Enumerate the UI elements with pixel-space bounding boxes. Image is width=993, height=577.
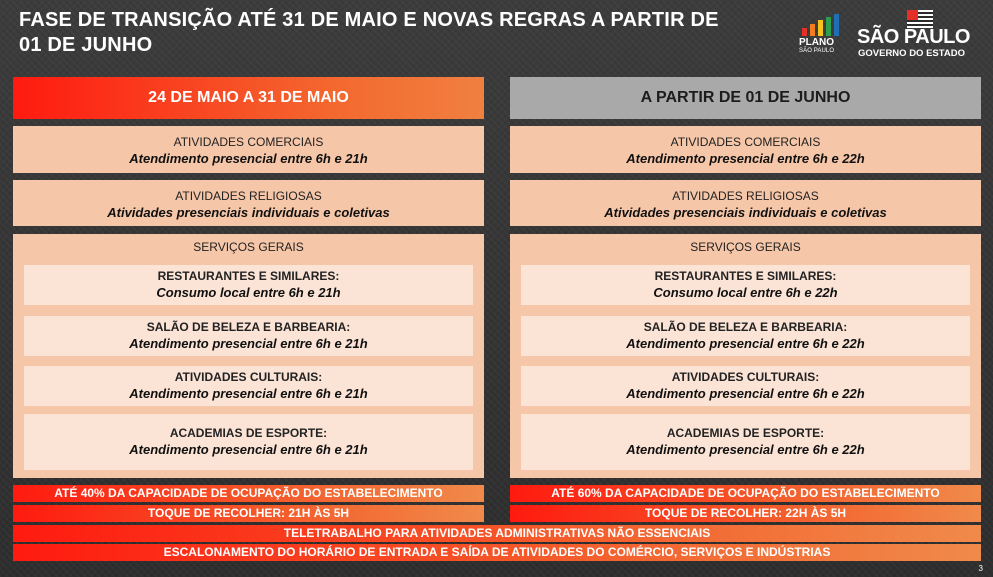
servico-item — [24, 265, 473, 305]
plano-logo-name: PLANO — [799, 37, 834, 48]
servico-item-label: ACADEMIAS DE ESPORTE: — [666, 426, 825, 440]
servico-item-label: ATIVIDADES CULTURAIS: — [671, 370, 820, 384]
servico-item — [521, 414, 970, 470]
comerciais-label: ATIVIDADES COMERCIAIS — [670, 135, 821, 149]
comerciais-box-right — [510, 126, 981, 173]
servico-item — [24, 414, 473, 470]
religiosas-box-left — [13, 180, 484, 226]
servico-item — [521, 265, 970, 305]
escalonamento-bar: ESCALONAMENTO DO HORÁRIO DE ENTRADA E SAÍDA DE ATIVIDADES DO COMÉRCIO, SERVIÇOS E INDÚSTRIAS — [13, 544, 981, 561]
servicos-box-right — [510, 234, 981, 478]
religiosas-label: ATIVIDADES RELIGIOSAS — [672, 189, 819, 203]
servicos-label: SERVIÇOS GERAIS — [690, 240, 801, 254]
plano-sao-paulo-logo — [799, 14, 845, 60]
governo-sp-logo — [857, 10, 983, 60]
servico-item-label: ACADEMIAS DE ESPORTE: — [169, 426, 328, 440]
servico-item-label: SALÃO DE BELEZA E BARBEARIA: — [643, 320, 848, 334]
religiosas-label: ATIVIDADES RELIGIOSAS — [175, 189, 322, 203]
comerciais-value: Atendimento presencial entre 6h e 22h — [626, 151, 865, 166]
servico-item-label: SALÃO DE BELEZA E BARBEARIA: — [146, 320, 351, 334]
servico-item-value: Consumo local entre 6h e 21h — [156, 285, 341, 300]
religiosas-box-right — [510, 180, 981, 226]
column-current-phase — [13, 77, 484, 520]
servicos-box-left — [13, 234, 484, 478]
teletrabalho-bar: TELETRABALHO PARA ATIVIDADES ADMINISTRATIVAS NÃO ESSENCIAIS — [13, 525, 981, 542]
servico-item-value: Atendimento presencial entre 6h e 21h — [129, 442, 368, 457]
servico-item-label: ATIVIDADES CULTURAIS: — [174, 370, 323, 384]
capacidade-bar-left: ATÉ 40% DA CAPACIDADE DE OCUPAÇÃO DO ESTABELECIMENTO — [13, 485, 484, 502]
capacidade-bar-right: ATÉ 60% DA CAPACIDADE DE OCUPAÇÃO DO ESTABELECIMENTO — [510, 485, 981, 502]
page-title: FASE DE TRANSIÇÃO ATÉ 31 DE MAIO E NOVAS REGRAS A PARTIR DE 01 DE JUNHO — [19, 9, 719, 56]
servico-item-value: Atendimento presencial entre 6h e 22h — [626, 336, 865, 351]
toque-recolher-bar-right: TOQUE DE RECOLHER: 22H ÀS 5H — [510, 505, 981, 522]
servico-item-label: RESTAURANTES E SIMILARES: — [654, 269, 837, 283]
toque-recolher-bar-left: TOQUE DE RECOLHER: 21H ÀS 5H — [13, 505, 484, 522]
column-new-rules — [510, 77, 981, 520]
column-header-left: 24 DE MAIO A 31 DE MAIO — [13, 77, 484, 119]
plano-bars-icon — [802, 14, 845, 36]
comerciais-label: ATIVIDADES COMERCIAIS — [173, 135, 324, 149]
servico-item-value: Atendimento presencial entre 6h e 21h — [129, 336, 368, 351]
sp-logo-name: SÃO PAULO — [857, 26, 970, 48]
servico-item — [521, 316, 970, 356]
comerciais-box-left — [13, 126, 484, 173]
servico-item-value: Consumo local entre 6h e 22h — [653, 285, 838, 300]
servico-item — [521, 366, 970, 406]
sp-logo-gov: GOVERNO DO ESTADO — [858, 48, 965, 59]
servico-item-value: Atendimento presencial entre 6h e 22h — [626, 386, 865, 401]
servico-item-value: Atendimento presencial entre 6h e 22h — [626, 442, 865, 457]
column-header-right: A PARTIR DE 01 DE JUNHO — [510, 77, 981, 119]
servico-item-value: Atendimento presencial entre 6h e 21h — [129, 386, 368, 401]
religiosas-value: Atividades presenciais individuais e coletivas — [107, 205, 390, 220]
servico-item-label: RESTAURANTES E SIMILARES: — [157, 269, 340, 283]
servico-item — [24, 316, 473, 356]
comerciais-value: Atendimento presencial entre 6h e 21h — [129, 151, 368, 166]
plano-logo-sub: SÃO PAULO — [799, 48, 835, 54]
religiosas-value: Atividades presenciais individuais e coletivas — [604, 205, 887, 220]
page-number: 3 — [978, 564, 983, 573]
servicos-label: SERVIÇOS GERAIS — [193, 240, 304, 254]
servico-item — [24, 366, 473, 406]
